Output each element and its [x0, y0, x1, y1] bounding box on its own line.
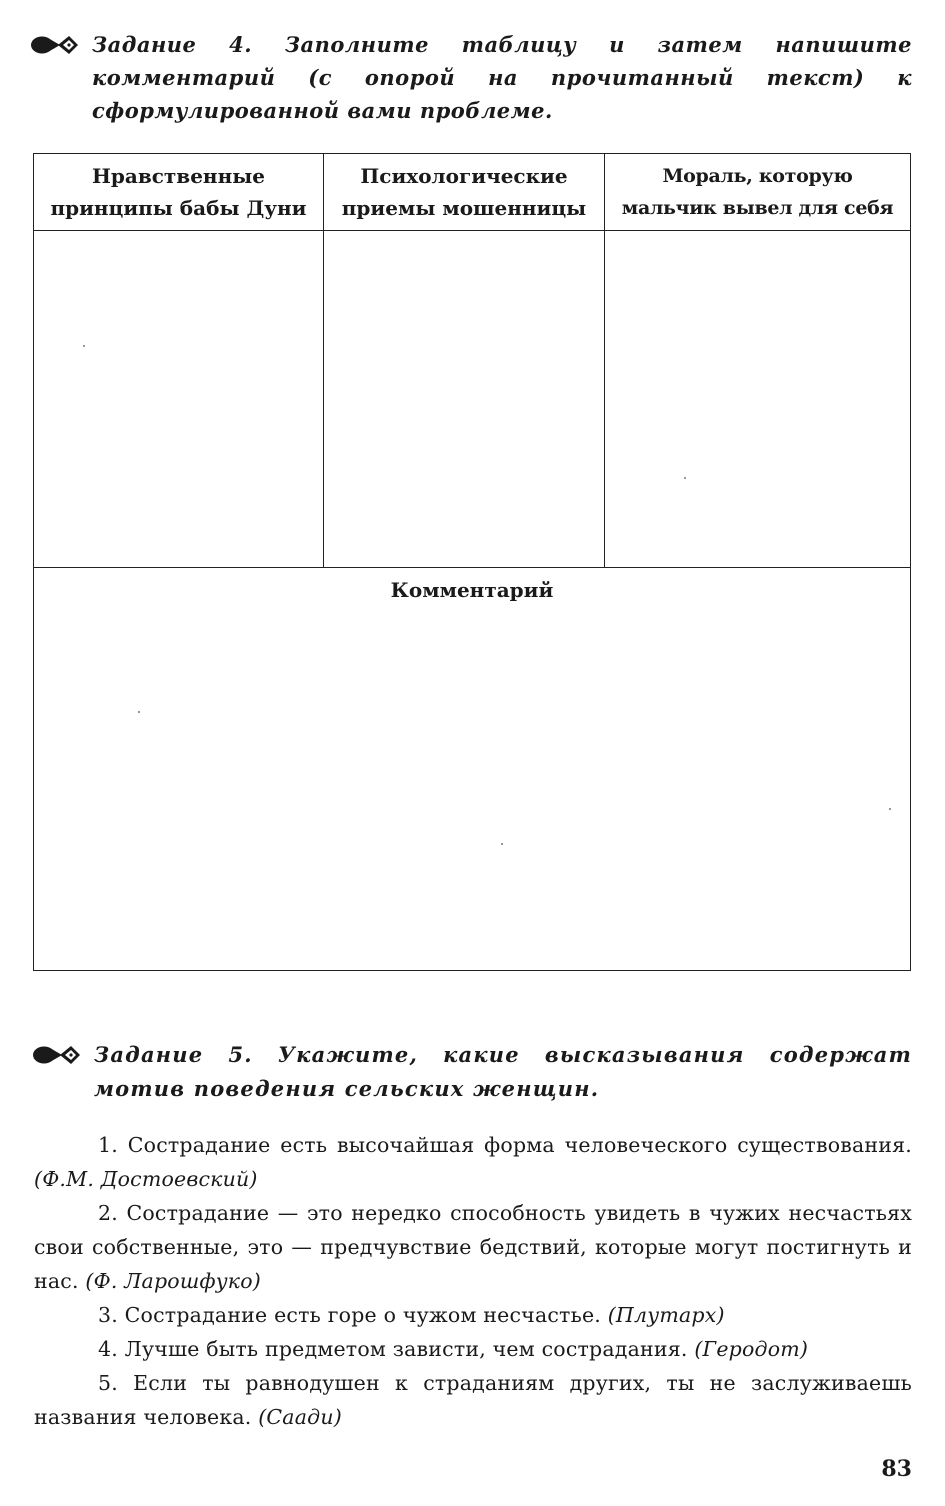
- scan-speck: [501, 843, 503, 845]
- comment-heading: Комментарий: [390, 578, 554, 602]
- column-header-psychological-tricks: Психологические приемы мошенницы: [324, 154, 605, 230]
- task-5-header: [32, 1038, 912, 1106]
- quote-text: 3. Сострадание есть горе о чужом несчастье.: [98, 1303, 608, 1327]
- quote-author: (Ф.М. Достоевский): [34, 1167, 258, 1191]
- pen-nib-icon: [30, 28, 92, 62]
- quote-text: 4. Лучше быть предметом зависти, чем сострадания.: [98, 1337, 695, 1361]
- task-4: [30, 28, 912, 127]
- quote-item: [34, 1332, 912, 1366]
- column-header-moral-principles: Нравственные принципы бабы Дуни: [34, 154, 324, 230]
- task-5-title: Задание 5. Укажите, какие высказывания содержат мотив поведения сельских женщин.: [94, 1042, 912, 1101]
- task-5: [32, 1038, 912, 1106]
- pen-nib-icon: [32, 1038, 94, 1072]
- quotes-list: [34, 1128, 912, 1434]
- column-header-moral-lesson: Мораль, которую мальчик вывел для себя: [621, 165, 894, 219]
- quote-author: (Плутарх): [607, 1303, 725, 1327]
- comment-answer-area: [34, 614, 910, 970]
- quote-text: 1. Сострадание есть высочайшая форма человеческого существования.: [98, 1133, 912, 1157]
- quote-author: (Ф. Ларошфуко): [85, 1269, 261, 1293]
- quote-item: [34, 1366, 912, 1434]
- quote-text: 5. Если ты равнодушен к страданиям других, ты не заслуживаешь названия человека.: [34, 1371, 912, 1429]
- quote-item: [34, 1128, 912, 1196]
- table-answer-row: [34, 230, 910, 568]
- quote-item: [34, 1196, 912, 1298]
- answer-cell-moral-lesson: [605, 230, 910, 567]
- scan-speck: [83, 345, 85, 347]
- task-4-header: [30, 28, 912, 127]
- scan-speck: [684, 477, 686, 479]
- page-number: 83: [881, 1456, 912, 1482]
- task-4-title: Задание 4. Заполните таблицу и затем напишите комментарий (с опорой на прочитанный текст) к сформулированной вами проблеме.: [92, 32, 912, 123]
- scan-speck: [889, 808, 891, 810]
- quote-author: (Геродот): [694, 1337, 809, 1361]
- table-header-row: [34, 154, 910, 231]
- scan-speck: [138, 711, 140, 713]
- quote-text: 2. Сострадание — это нередко способность увидеть в чужих несчастьях свои собственные, это — предчувствие бедствий, которые могут постигнуть и нас.: [34, 1201, 912, 1293]
- quote-author: (Саади): [258, 1405, 342, 1429]
- answer-cell-psychological-tricks: [324, 230, 605, 567]
- answer-cell-moral-principles: [34, 230, 324, 567]
- worksheet-table: [33, 153, 911, 971]
- quote-item: [34, 1298, 912, 1332]
